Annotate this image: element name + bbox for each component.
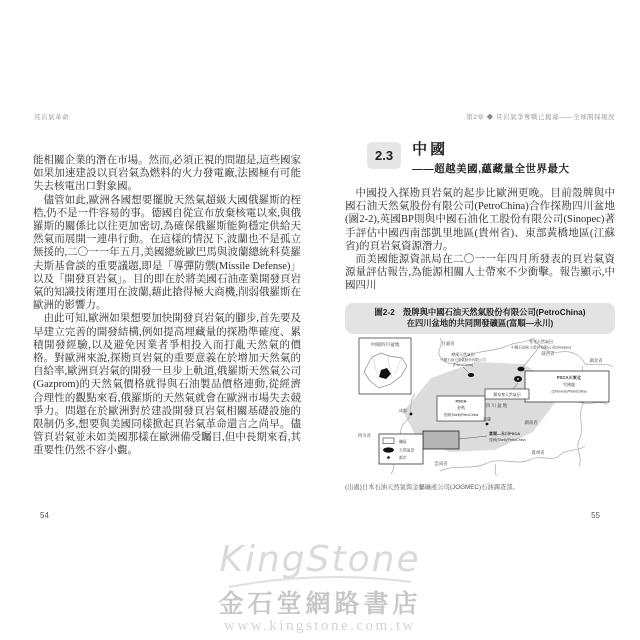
kingstone-url: www.kingstone.com.tw [224, 618, 416, 634]
province-label-hubei: 湖北省 [589, 357, 603, 363]
map-legend [379, 434, 423, 464]
sichuan-basin-map [345, 336, 615, 476]
figure-2-2 [345, 303, 615, 491]
jinqiu-block-psca: PSCA [455, 398, 467, 404]
inset-map-label: 中國/四川盆地 [370, 341, 400, 347]
page-number-right: 55 [591, 511, 600, 520]
running-head-right: 第2章 ◆ 頁岩氣爭奪戰已揭幕——全球開採現況 [466, 114, 615, 121]
province-label-gansu: 甘肅省 [441, 340, 455, 346]
puguang-operator-label: 中國石油化工股份有限公司(Sinopec) [510, 345, 572, 350]
chengdu-city-dot [410, 412, 413, 415]
city-label-chengdu: 成都 [398, 407, 407, 413]
page-left [33, 110, 301, 458]
figure-title [345, 303, 615, 334]
kingstone-watermark [0, 541, 640, 635]
paragraph: 能相關企業的潛在市場。然而,必須正視的問題是,這些國家如果加速建設以頁岩氣為燃料的火力發電廠,法國極有可能失去核電出口對象國。 [33, 155, 301, 193]
fushun-operator-label: 殼牌(Shell)/PetroChina [489, 437, 526, 442]
paragraph: 而美國能源資訊局在二〇一一年四月所發表的頁岩氣資源量評估報告,為能源相關人士帶來不少衝擊。報告顯示,中國四川 [345, 254, 615, 292]
running-head-left: 頁岩氣革命 [34, 114, 69, 121]
fushun-block-label: 富順—永川PSCA [489, 430, 521, 436]
china-inset-map [359, 338, 411, 394]
paragraph: 中國投入探勘頁岩氣的起步比歐洲更晚。目前殼牌與中國石油天然氣股份有限公司(PetroChina)合作探勘四川盆地(圖2-2),英國BP則與中國石油化工股份有限公司(Sinopec)著手評估中國西南部凱里地區(貴州省)、東部黃橋地區(江蘇省)的頁岩氣資源潛力。 [345, 188, 615, 252]
moxi-operator-latin-label: (PetroChina) [453, 362, 473, 367]
province-label-guizhou: 貴州省 [531, 449, 545, 455]
chuandongbei-operator-cn: 雪佛龍 [563, 381, 575, 387]
page-number-left: 54 [40, 511, 49, 520]
legend-label-block: 礦區 [399, 438, 407, 444]
city-label-chongqing: 重慶 [482, 416, 492, 422]
right-body-text [345, 187, 615, 293]
figure-title-line2: 在四川盆地的共同開發礦區(富順—永川) [406, 318, 554, 329]
province-label-sichuan: 四川省 [358, 432, 371, 438]
legend-label-city: 都市 [399, 454, 407, 460]
kingstone-logo: KingStone [219, 539, 421, 580]
chuandongbei-block [525, 371, 609, 402]
paragraph: 儘管如此,歐洲各國想要擺脫天然氣超級大國俄羅斯的桎梏,仍不是一件容易的事。德國自從宣布放棄核電以來,與俄羅斯的關係比以往更加密切,為確保俄羅斯能夠穩定供給天然氣而展開一連串行動。在這樣的情況下,波蘭也不是孤立無援的,二〇一一年五月,美國總統歐巴馬與波蘭總統科莫羅夫斯基會談的重要議題,即是「導彈防禦(Missile Defense)」以及「開發頁岩氣」。目的即在於將美國石油產業開發頁岩氣的知識技術運用在波蘭,藉此搶得極大商機,削弱俄羅斯在歐洲的影響力。 [33, 194, 301, 312]
section-title: 中國 [412, 141, 449, 158]
chongqing-city-dot [486, 422, 489, 425]
chuandongbei-operator-latin: (Chevron)/PetroChina [551, 389, 587, 394]
section-subtitle: ——超越美國,蘊藏量全世界最大 [412, 163, 570, 175]
jinqiu-operator-label: 殼牌(Shell)/PetroChina [443, 412, 479, 417]
legend-label-gas-field: 天然氣田 [399, 447, 415, 453]
figure-source: (出處)日本石油天然氣與金屬礦產公司(JOGMEC)石油調查部。 [345, 483, 519, 491]
paragraph: 由此可知,歐洲如果想要加快開發頁岩氣的腳步,首先要及早建立完善的開發結構,例如提高埋藏量的探勘準確度、累積開發經驗,以及避免因業者爭相投入而打亂天然氣的價格。對歐洲來說,探勘頁岩氣的重要意義在於增加天然氣的自給率,歐洲頁岩氣的開發一旦步上軌道,俄羅斯天然氣公司(Gazprom)的天然氣價格就得與石油製品價格連動,從經濟合理性的觀點來看,俄羅斯的天然氣就會在歐洲市場失去競爭力。問題在於歐洲對於建設開發頁岩氣相關基礎設施的限制仍多,想要與美國同樣掀起頁岩氣革命還言之尚早。儘管頁岩氣並未如美國那樣在歐洲備受矚目,但中長期來看,其重要性仍然不容小覷。 [33, 313, 301, 457]
figure-title-line1: 圖2-2 殼牌與中國石油天然氣股份有限公司(PetroChina) [374, 306, 586, 317]
basin-label: 四川盆地 [485, 402, 509, 408]
moxi-field-label: 磨溪天然氣田 [451, 351, 475, 357]
section-number-badge: 2.3 [367, 142, 401, 169]
page-right [345, 110, 615, 491]
jinqiu-block [437, 396, 485, 421]
chuandongbei-block-name: PSCA川東北 [556, 374, 582, 380]
province-label-yunnan: 雲南省 [434, 460, 448, 466]
puguang-gas-field [517, 366, 524, 371]
luojiazhai-field-label: 羅家寨天然氣田 [493, 391, 521, 397]
fushun-yongchuan-block [423, 431, 459, 449]
jinqiu-block-name: 金秋 [456, 404, 466, 410]
section-titles [412, 142, 569, 176]
moxi-gas-field [468, 373, 474, 377]
moxi-operator-label: 中國石油天然氣股份有限公司 [440, 357, 486, 362]
left-body-text [33, 154, 301, 458]
puguang-field-label: 普光天然氣田 [529, 338, 553, 344]
province-label-hunan: 湖南省 [524, 419, 538, 425]
kingstone-store-name: 金石堂網路書店 [218, 590, 422, 618]
section-heading [345, 142, 615, 176]
province-label-shaanxi: 陝西省 [541, 350, 555, 356]
